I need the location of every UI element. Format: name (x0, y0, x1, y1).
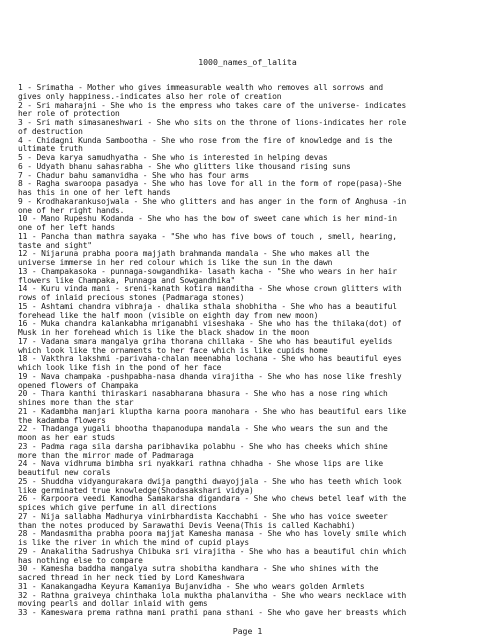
text-line: flowers like Champaka, Punnaga and Sowgandhika" (18, 275, 236, 285)
text-line: 18 - Vakthra lakshmi -parivaha-chalan meenabha lochana - She who has beautiful eyes (18, 354, 402, 364)
text-line: 13 - Champakasoka - punnaga-sowgandhika- lasath kacha - "She who wears in her hair (18, 266, 397, 276)
text-line: 2 - Sri maharajni - She who is the empress who takes care of the universe- indicates (18, 100, 407, 110)
text-line: 29 - Anakalitha Sadrushya Chibuka sri virajitha - She who has a beautiful chin which (18, 546, 407, 556)
text-line: one of her left hands (18, 223, 116, 232)
text-line: beautiful new corals (18, 468, 111, 477)
text-line: 21 - Kadambha manjari kluptha karna poora manohara - She who has beautiful ears like (18, 406, 407, 416)
text-line: the kadamba flowers (18, 415, 106, 425)
text-line: spices which give perfume in all directions (18, 503, 217, 512)
text-line: one of her right hands. (18, 205, 125, 215)
text-line: 32 - Rathna graiveya chinthaka lola muktha phalanvitha - She who wears necklace with (18, 590, 407, 600)
text-line: forehead like the half moon (visible on eighth day from new moon) (18, 310, 319, 320)
document-body (18, 84, 488, 618)
text-line: has this in one of her left hands (18, 188, 171, 197)
text-line: taste and sight" (18, 240, 92, 250)
text-line: 11 - Pancha than mathra sayaka - "She who has five bows of touch , smell, hearing, (18, 231, 397, 241)
text-line: 3 - Sri math simasaneshwari - She who sits on the throne of lions-indicates her role (18, 118, 407, 127)
text-line: sacred thread in her neck tied by Lord Kameshwara (18, 573, 245, 582)
text-line: more than the mirror made of Padmaraga (18, 450, 194, 460)
text-line: 10 - Mano Rupeshu Kodanda - She who has the bow of sweet cane which is her mind-in (18, 214, 397, 224)
text-line: of destruction (18, 126, 83, 136)
text-line: 33 - Kameswara prema rathna mani prathi pana sthani - She who gave her breasts which (18, 608, 407, 617)
document-title: 1000_names_of_lalita (198, 57, 297, 67)
text-line: her role of protection (18, 109, 120, 119)
text-line: than the notes produced by Sarawathi Devis Veena(This is called Kachabhi) (18, 520, 356, 530)
text-line: 17 - Vadana smara mangalya griha thorana chillaka - She who has beautiful eyelids (18, 336, 393, 346)
text-line: 19 - Nava champaka -pushpabha-nasa dhanda virajitha - She who has nose like freshly (18, 371, 402, 381)
text-line: 4 - Chidagni Kunda Sambootha - She who rose from the fire of knowledge and is the (18, 135, 393, 145)
text-line: has nothing else to compare (18, 555, 143, 565)
text-line: like germinated true knowledge(Shodasakshari vidya) (18, 485, 254, 495)
text-line: 23 - Padma raga sila darsha paribhavika polabhu - She who has cheeks which shine (18, 441, 388, 451)
text-line: 27 - Nija sallabha Madhurya vinirbhardista Kacchabhi - She who has voice sweeter (18, 511, 388, 521)
text-line: 20 - Thara kanthi thiraskari nasabharana bhasura - She who has a nose ring which (18, 389, 388, 399)
text-line: is like the river in which the mind of cupid plays (18, 538, 250, 547)
text-line: 24 - Nava vidhruma bimbha sri nyakkari rathna chhadha - She whose lips are like (18, 459, 384, 469)
text-line: 31 - Kanakangadha Keyura Kamaniya Bujanvidha - She who wears golden Armlets (18, 581, 365, 591)
text-line: 26 - Karpoora veedi Kamodha Samakarsha digandara - She who chews betel leaf with the (18, 494, 407, 504)
text-line: 15 - Ashtami chandra vibhraja - dhalika sthala shobhitha - She who has a beautiful (18, 301, 397, 311)
text-line: 12 - Nijaruna prabha poora majjath brahmanda mandala - She who makes all the (18, 249, 370, 259)
text-line: ultimate truth (18, 144, 83, 154)
text-line: moon as her ear studs (18, 433, 116, 442)
text-line: 28 - Mandasmitha prabha poora majjat Kamesha manasa - She who has lovely smile which (18, 529, 407, 539)
text-line: 6 - Udyath bhanu sahasrabha - She who glitters like thousand rising suns (18, 161, 351, 171)
page-number: Page 1 (232, 626, 263, 636)
text-line: which look like fish in the pond of her face (18, 363, 222, 372)
text-line: rows of inlaid precious stones (Padmaraga stones) (18, 293, 245, 302)
text-line: 30 - Kamesha baddha mangalya sutra shobitha kandhara - She who shines with the (18, 564, 379, 574)
text-line: opened flowers of Champaka (18, 380, 139, 390)
text-line: 9 - Krodhakarankusojwala - She who glitters and has anger in the form of Anghusa -in (18, 196, 407, 206)
text-line: gives only happiness.-indicates also her role of creation (18, 91, 282, 101)
text-line: 5 - Deva karya samudhyatha - She who is interested in helping devas (18, 153, 328, 162)
text-line: 1 - Srimatha - Mother who gives immeasurable wealth who removes all sorrows and (18, 83, 384, 92)
text-line: 8 - Ragha swaroopa pasadya - She who has love for all in the form of rope(pasa)-She (18, 179, 402, 189)
text-line: Musk in her forehead which is like the black shadow in the moon (18, 328, 310, 337)
text-line: moving pearls and dollar inlaid with gems (18, 599, 208, 609)
text-line: 16 - Muka chandra kalankabha mriganabhi viseshaka - She who has the thilaka(dot) of (18, 319, 402, 329)
text-line: 22 - Thadanga yugali bhootha thapanodupa mandala - She who wears the sun and the (18, 424, 388, 434)
text-line: 14 - Kuru vinda mani - sreni-kanath kotira manditha - She whose crown glitters with (18, 284, 402, 294)
text-line: 25 - Shuddha vidyangurakara dwija pangthi dwayojjala - She who has teeth which look (18, 476, 402, 486)
text-line: universe immerse in her red colour which is like the sun in the dawn (18, 258, 333, 267)
text-line: shines more than the star (18, 398, 134, 407)
text-line: which look like the ornaments to her face which is like cupids home (18, 345, 328, 355)
text-line: 7 - Chadur bahu samanvidha - She who has four arms (18, 170, 250, 180)
